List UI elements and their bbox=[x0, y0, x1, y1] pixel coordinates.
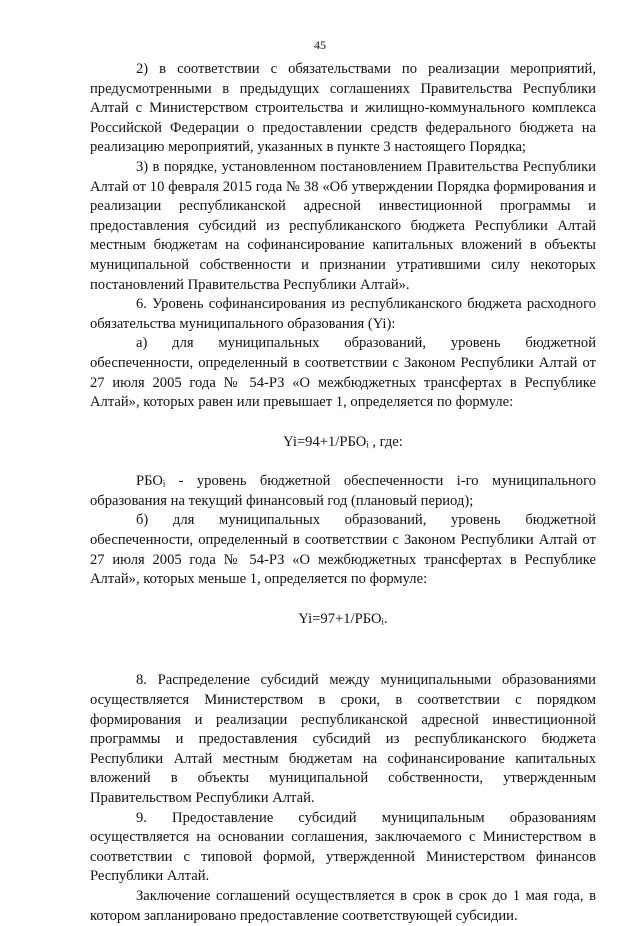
paragraph-section-9: 9. Предоставление субсидий муниципальным образованиям осуществляется на основании соглашения, заключаемого с Министерством в соответствии с типовой формой, утвержденной Министерством финансов Республики Алтай. bbox=[90, 809, 596, 885]
paragraph-section-8: 8. Распределение субсидий между муниципальными образованиями осуществляется Министерством в сроки, в соответствии с порядком формирования и реализации республиканской адресной инвестиционной программы и предоставления субсидий из республиканского бюджета Республики Алтай местным бюджетам на софинансирование капитальных вложений в объекты муниципальной собственности, утвержденным Правительством Республики Алтай. bbox=[90, 672, 596, 806]
paragraph-rbo-definition: РБОᵢ - уровень бюджетной обеспеченности i-го муниципального образования на текущий финансовый год (плановый период); bbox=[90, 473, 596, 509]
paragraph-subitem-b: б) для муниципальных образований, уровень бюджетной обеспеченности, определенный в соответствии с Законом Республики Алтай от 27 июля 2005 года № 54-РЗ «О межбюджетных трансфертах в Республике Алтай», которых меньше 1, определяется по формуле: bbox=[90, 512, 596, 588]
paragraph-item-3: 3) в порядке, установленном постановлением Правительства Республики Алтай от 10 февраля 2015 года № 38 «Об утверждении Порядка формирования и реализации республиканской адресной инвестиционной программы и предоставления субсидий из республиканского бюджета Республики Алтай местным бюджетам на софинансирование капитальных вложений в объекты муниципальной собственности и признании утратившими силу некоторых постановлений Правительства Республики Алтай». bbox=[90, 158, 596, 293]
paragraph-item-2: 2) в соответствии с обязательствами по реализации мероприятий, предусмотренными в предыдущих соглашениях Правительства Республики Алтай с Министерством строительства и жилищно-коммунального комплекса Российской Федерации о предоставлении средств федерального бюджета на реализацию мероприятий, указанных в пункте 3 настоящего Порядка; bbox=[90, 61, 596, 156]
paragraph-section-6: 6. Уровень софинансирования из республиканского бюджета расходного обязательства муниципального образования (Yi): bbox=[90, 296, 596, 332]
formula-2: Yi=97+1/РБОᵢ. bbox=[298, 610, 388, 627]
page-number: 45 bbox=[314, 38, 326, 52]
paragraph-agreement-deadline: Заключение соглашений осуществляется в срок в срок до 1 мая года, в котором запланировано предоставление соответствующей субсидии. bbox=[90, 887, 596, 924]
spacer bbox=[90, 649, 596, 671]
document-body bbox=[90, 60, 596, 926]
paragraph-subitem-a: а) для муниципальных образований, уровень бюджетной обеспеченности, определенный в соответствии с Законом Республики Алтай от 27 июля 2005 года № 54-РЗ «О межбюджетных трансфертах в Республике Алтай», которых равен или превышает 1, определяется по формуле: bbox=[90, 335, 596, 411]
formula-1: Yi=94+1/РБОᵢ , где: bbox=[283, 433, 403, 450]
